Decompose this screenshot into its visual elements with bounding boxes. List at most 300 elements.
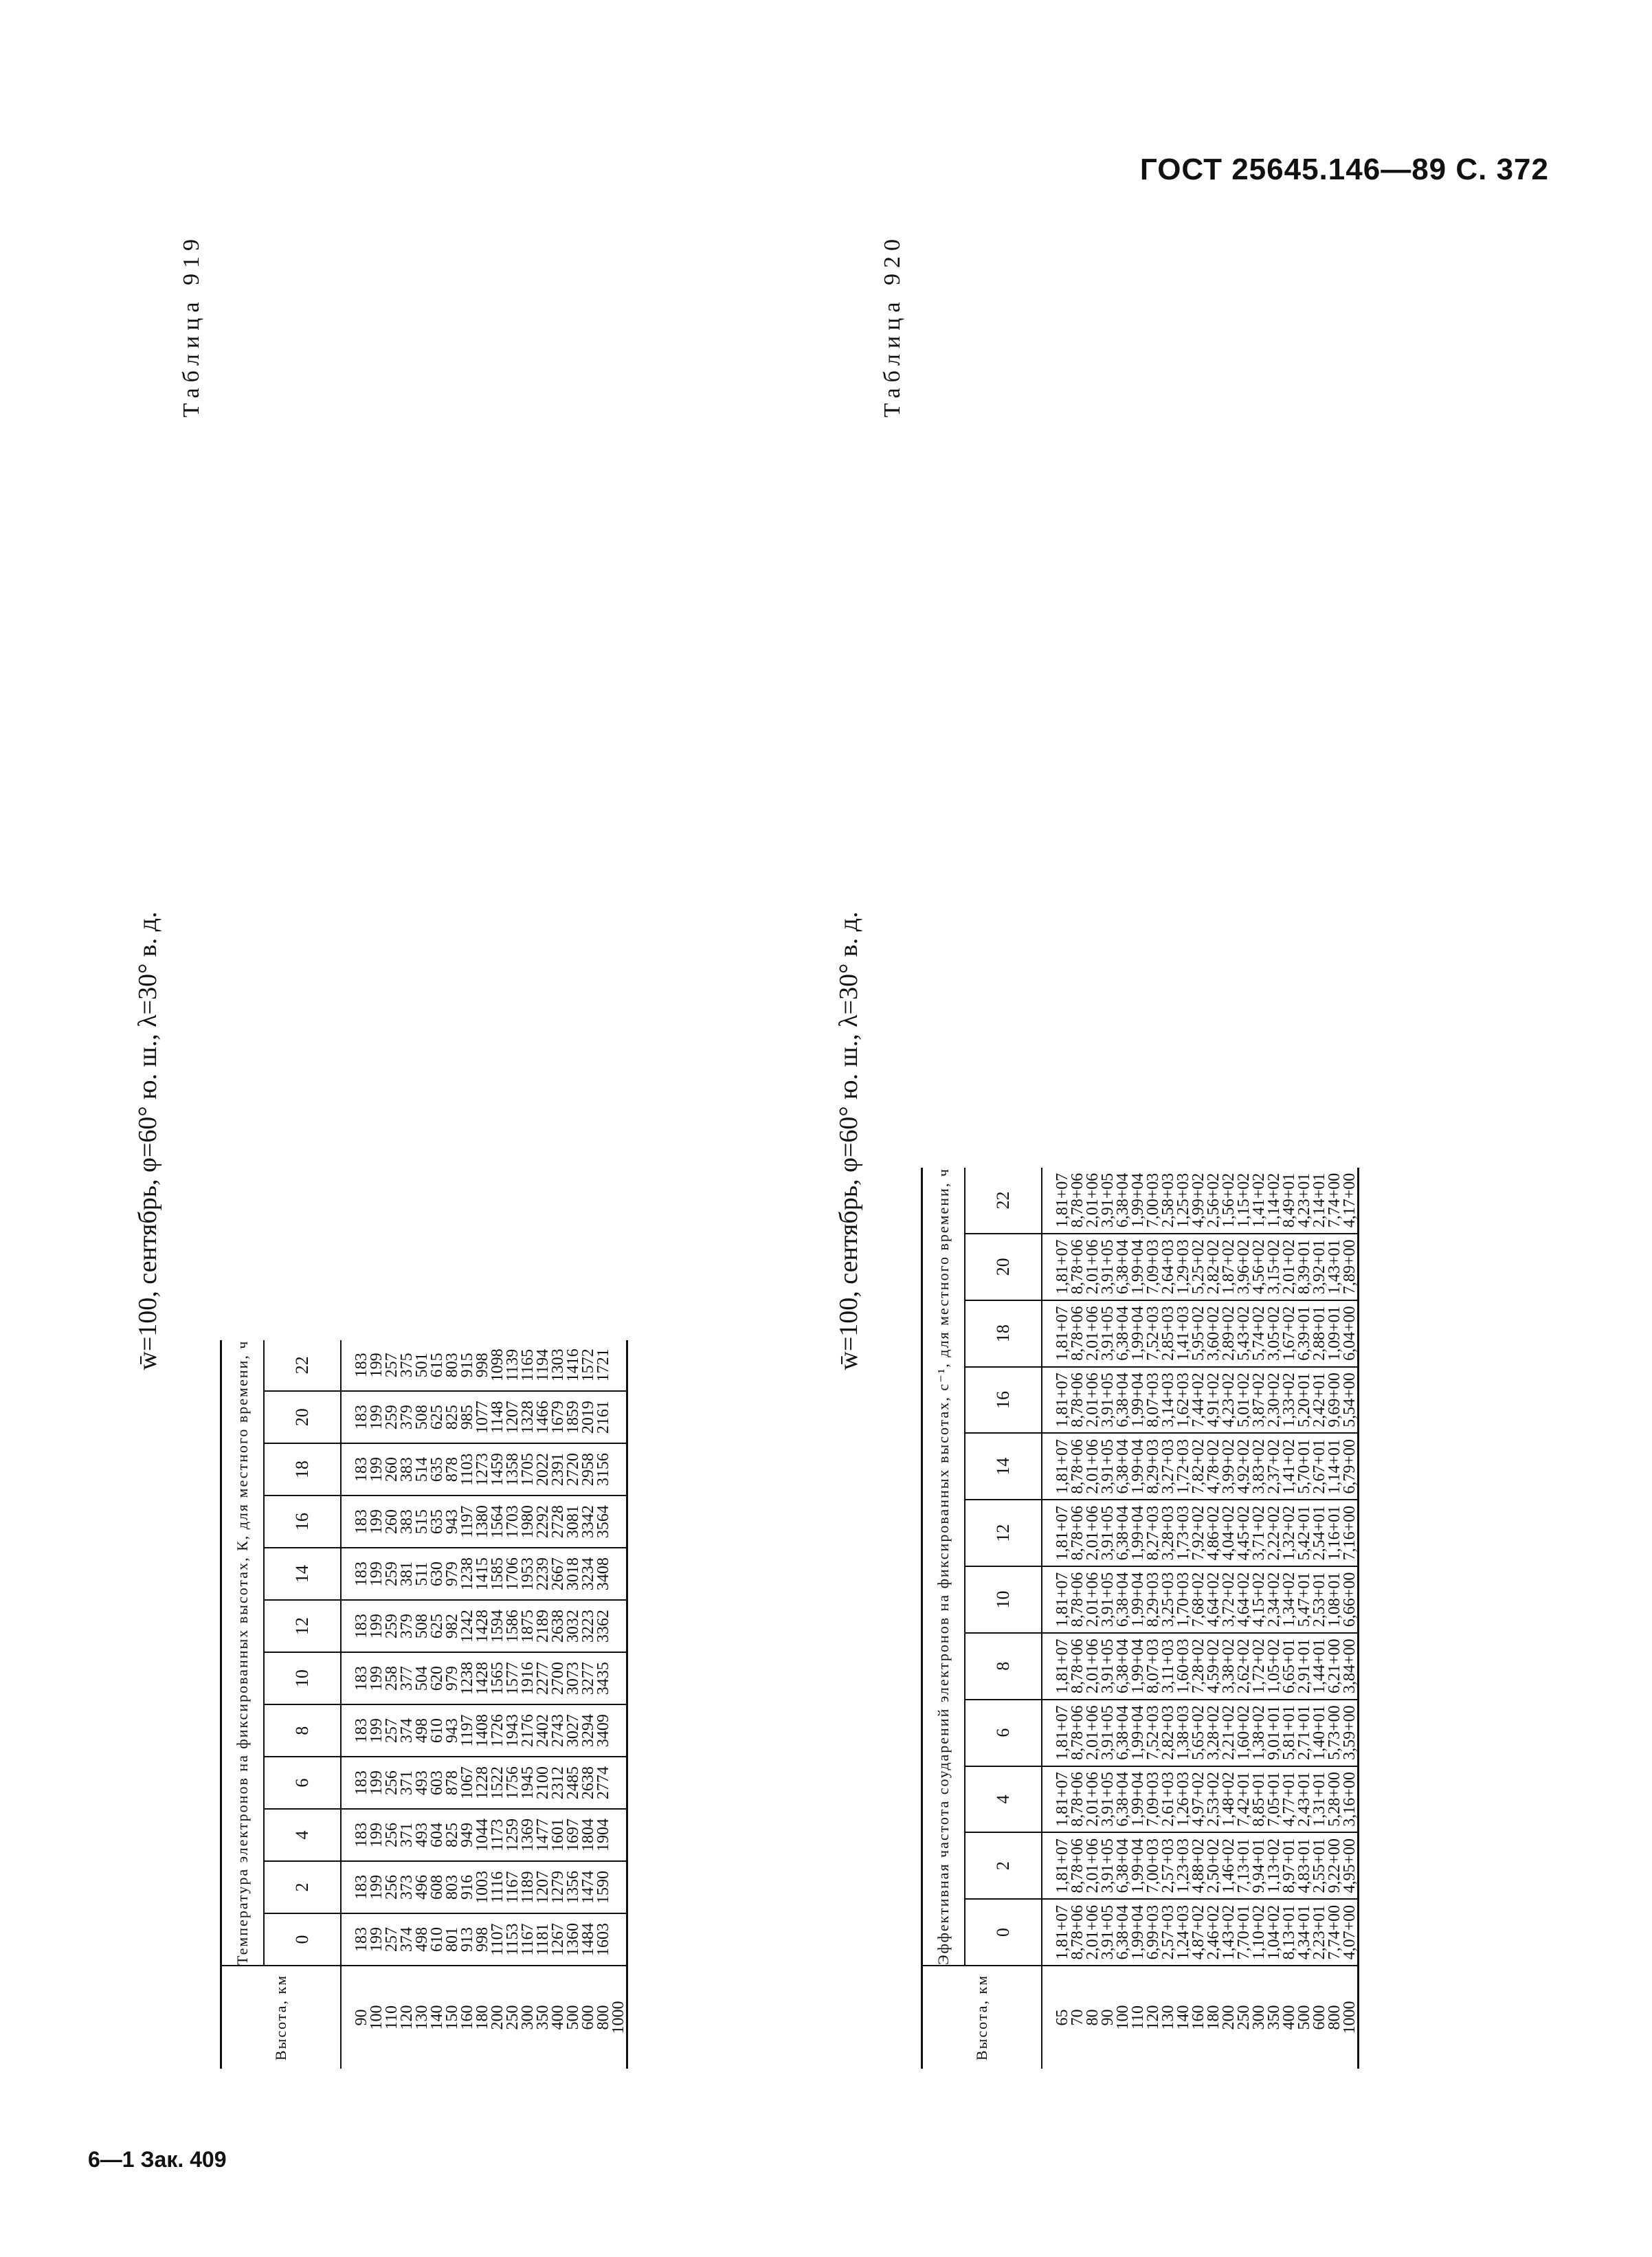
- cell-value: 1369: [519, 1819, 537, 1852]
- cell-value: 2,01+06: [1084, 1172, 1102, 1228]
- cell-value: 183: [353, 1875, 370, 1900]
- cell-value: 1,13+02: [1265, 1838, 1283, 1893]
- cell-value: 199: [368, 1927, 386, 1953]
- column-header-22: 22: [264, 1340, 341, 1392]
- cell-value: 1603: [594, 1923, 612, 1957]
- cell-value: 1189: [519, 1871, 537, 1904]
- data-column-6: [341, 1757, 627, 1809]
- cell-value: 6,38+04: [1114, 1638, 1132, 1694]
- cell-value: 1,99+04: [1129, 1904, 1147, 1960]
- data-column-10: [341, 1652, 627, 1704]
- cell-value: 2638: [549, 1610, 567, 1643]
- cell-value: 1428: [473, 1610, 491, 1643]
- cell-value: 1,38+03: [1174, 1705, 1192, 1760]
- data-column-14: [341, 1548, 627, 1600]
- cell-value: 4,92+02: [1235, 1439, 1253, 1494]
- cell-value: 1953: [519, 1557, 537, 1591]
- cell-value: 1228: [473, 1766, 491, 1800]
- cell-value: 1,81+07: [1053, 1705, 1071, 1760]
- cell-value: 878: [443, 1770, 461, 1796]
- cell-value: 371: [398, 1823, 416, 1848]
- altitude-value: 90: [353, 2009, 370, 2026]
- column-header-14: 14: [965, 1433, 1042, 1500]
- cell-value: 2,53+01: [1310, 1572, 1328, 1627]
- cell-value: 183: [353, 1770, 370, 1796]
- column-header-16: 16: [264, 1496, 341, 1548]
- cell-value: 199: [368, 1614, 386, 1639]
- cell-value: 8,78+06: [1069, 1638, 1086, 1694]
- cell-value: 1328: [519, 1401, 537, 1434]
- cell-value: 1167: [519, 1923, 537, 1956]
- cell-value: 1,23+03: [1174, 1838, 1192, 1893]
- cell-value: 2,43+01: [1295, 1772, 1313, 1827]
- cell-value: 4,45+02: [1235, 1505, 1253, 1561]
- cell-value: 1,81+07: [1053, 1505, 1071, 1561]
- cell-value: 1207: [534, 1871, 552, 1904]
- cell-value: 374: [398, 1927, 416, 1953]
- cell-value: 1380: [473, 1505, 491, 1539]
- cell-value: 2,01+06: [1084, 1772, 1102, 1827]
- cell-value: 1,67+02: [1280, 1306, 1298, 1361]
- cell-value: 6,38+04: [1114, 1904, 1132, 1960]
- table-title: Температура электронов на фиксированных высотах, К, для местного времени, ч: [221, 1340, 265, 1966]
- cell-value: 2176: [519, 1714, 537, 1748]
- cell-value: 4,64+02: [1235, 1572, 1253, 1627]
- column-header-6: 6: [965, 1700, 1042, 1766]
- cell-value: 1,99+04: [1129, 1372, 1147, 1427]
- cell-value: 1416: [564, 1348, 582, 1382]
- cell-value: 259: [383, 1561, 401, 1587]
- altitude-value: 160: [1190, 2005, 1207, 2030]
- cell-value: 2312: [549, 1766, 567, 1800]
- cell-value: 2700: [549, 1662, 567, 1695]
- cell-value: 7,28+02: [1190, 1638, 1207, 1694]
- cell-value: 3018: [564, 1557, 582, 1591]
- cell-value: 1,41+02: [1250, 1172, 1268, 1228]
- cell-value: 8,29+03: [1144, 1572, 1162, 1627]
- cell-value: 3,91+05: [1099, 1638, 1117, 1694]
- cell-value: 1148: [489, 1401, 506, 1434]
- cell-value: 8,78+06: [1069, 1505, 1086, 1561]
- altitude-value: 200: [489, 2005, 506, 2030]
- cell-value: 1,41+03: [1174, 1306, 1192, 1361]
- cell-value: 1,08+01: [1326, 1572, 1343, 1627]
- cell-value: 2,89+02: [1220, 1306, 1238, 1361]
- cell-value: 1,34+02: [1280, 1572, 1298, 1627]
- column-header-8: 8: [965, 1633, 1042, 1700]
- column-header-18: 18: [264, 1443, 341, 1496]
- cell-value: 504: [413, 1666, 431, 1691]
- cell-value: 4,78+02: [1205, 1439, 1223, 1494]
- cell-value: 8,78+06: [1069, 1904, 1086, 1960]
- cell-value: 608: [428, 1875, 446, 1900]
- cell-value: 803: [443, 1353, 461, 1378]
- cell-value: 6,38+04: [1114, 1838, 1132, 1893]
- cell-value: 625: [428, 1405, 446, 1430]
- cell-value: 1303: [549, 1348, 567, 1382]
- column-header-10: 10: [965, 1566, 1042, 1633]
- cell-value: 2,71+01: [1295, 1705, 1313, 1760]
- cell-value: 610: [428, 1927, 446, 1953]
- cell-value: 801: [443, 1927, 461, 1953]
- cell-value: 2,01+06: [1084, 1372, 1102, 1427]
- cell-value: 1,26+03: [1174, 1772, 1192, 1827]
- altitude-value: 110: [383, 2005, 401, 2030]
- cell-value: 2,61+03: [1159, 1772, 1177, 1827]
- cell-value: 1116: [489, 1871, 506, 1904]
- altitude-value: 800: [594, 2005, 612, 2030]
- cell-value: 1904: [594, 1819, 612, 1852]
- cell-value: 183: [353, 1718, 370, 1744]
- cell-value: 3081: [564, 1505, 582, 1539]
- cell-value: 2,01+06: [1084, 1239, 1102, 1295]
- cell-value: 1238: [458, 1557, 476, 1591]
- cell-value: 949: [458, 1823, 476, 1848]
- cell-value: 7,44+02: [1190, 1372, 1207, 1427]
- altitude-value: 300: [519, 2005, 537, 2030]
- cell-value: 3,27+03: [1159, 1439, 1177, 1494]
- cell-value: 7,82+02: [1190, 1439, 1207, 1494]
- cell-value: 1194: [534, 1348, 552, 1381]
- cell-value: 199: [368, 1875, 386, 1900]
- cell-value: 183: [353, 1405, 370, 1430]
- data-column-12: [341, 1600, 627, 1652]
- cell-value: 6,38+04: [1114, 1572, 1132, 1627]
- cell-value: 4,23+01: [1295, 1172, 1313, 1228]
- cell-value: 2958: [579, 1453, 597, 1487]
- cell-value: 4,77+01: [1280, 1772, 1298, 1827]
- cell-value: 2292: [534, 1505, 552, 1539]
- cell-value: 4,95+00: [1341, 1838, 1359, 1893]
- cell-value: 9,94+01: [1250, 1838, 1268, 1893]
- cell-value: 4,59+02: [1205, 1638, 1223, 1694]
- table-920-label: Таблица 920: [880, 234, 905, 418]
- cell-value: 3,91+05: [1099, 1439, 1117, 1494]
- cell-value: 5,73+00: [1326, 1705, 1343, 1760]
- cell-value: 2,85+03: [1159, 1306, 1177, 1361]
- cell-value: 1705: [519, 1453, 537, 1487]
- cell-value: 8,78+06: [1069, 1705, 1086, 1760]
- cell-value: 2,01+06: [1084, 1439, 1102, 1494]
- cell-value: 8,97+01: [1280, 1838, 1298, 1893]
- cell-value: 1197: [458, 1505, 476, 1538]
- cell-value: 3,91+05: [1099, 1239, 1117, 1295]
- cell-value: 493: [413, 1823, 431, 1848]
- cell-value: 1697: [564, 1819, 582, 1852]
- cell-value: 514: [413, 1457, 431, 1482]
- cell-value: 258: [383, 1666, 401, 1691]
- cell-value: 2,82+03: [1159, 1705, 1177, 1760]
- cell-value: 4,97+02: [1190, 1772, 1207, 1827]
- cell-value: 183: [353, 1666, 370, 1691]
- cell-value: 2485: [564, 1766, 582, 1800]
- cell-value: 3,15+02: [1265, 1239, 1283, 1295]
- cell-value: 4,64+02: [1205, 1572, 1223, 1627]
- cell-value: 4,56+02: [1250, 1239, 1268, 1295]
- cell-value: 3294: [579, 1714, 597, 1748]
- cell-value: 3,84+00: [1341, 1638, 1359, 1694]
- cell-value: 7,92+02: [1190, 1505, 1207, 1561]
- cell-value: 1706: [504, 1557, 522, 1591]
- cell-value: 979: [443, 1561, 461, 1587]
- cell-value: 2,21+02: [1220, 1705, 1238, 1760]
- cell-value: 515: [413, 1509, 431, 1535]
- cell-value: 1577: [504, 1662, 522, 1695]
- cell-value: 508: [413, 1405, 431, 1430]
- data-column-18: [341, 1443, 627, 1496]
- cell-value: 1,62+03: [1174, 1372, 1192, 1427]
- altitude-value: 350: [534, 2005, 552, 2030]
- altitude-header: Высота, км: [922, 1966, 1042, 2069]
- cell-value: 7,16+00: [1341, 1505, 1359, 1561]
- altitude-value: 140: [428, 2005, 446, 2030]
- cell-value: 3,38+02: [1220, 1638, 1238, 1694]
- cell-value: 6,38+04: [1114, 1772, 1132, 1827]
- cell-value: 3564: [594, 1505, 612, 1539]
- cell-value: 1726: [489, 1714, 506, 1748]
- cell-value: 183: [353, 1614, 370, 1639]
- cell-value: 2,82+02: [1205, 1239, 1223, 1295]
- cell-value: 8,78+06: [1069, 1306, 1086, 1361]
- cell-value: 6,38+04: [1114, 1705, 1132, 1760]
- cell-value: 6,38+04: [1114, 1239, 1132, 1295]
- cell-value: 2,57+03: [1159, 1838, 1177, 1893]
- cell-value: 2189: [534, 1610, 552, 1643]
- cell-value: 1703: [504, 1505, 522, 1539]
- cell-value: 2,62+02: [1235, 1638, 1253, 1694]
- cell-value: 2667: [549, 1557, 567, 1591]
- cell-value: 1,81+07: [1053, 1838, 1071, 1893]
- cell-value: 3,91+05: [1099, 1572, 1117, 1627]
- column-header-0: 0: [264, 1913, 341, 1966]
- altitude-value: 500: [1295, 2005, 1313, 2030]
- cell-value: 1586: [504, 1610, 522, 1643]
- cell-value: 259: [383, 1405, 401, 1430]
- cell-value: 1103: [458, 1453, 476, 1486]
- altitude-column: [341, 1966, 627, 2069]
- cell-value: 5,20+01: [1295, 1372, 1313, 1427]
- data-column-8: [1042, 1633, 1359, 1700]
- cell-value: 8,27+03: [1144, 1505, 1162, 1561]
- cell-value: 1564: [489, 1505, 506, 1539]
- cell-value: 1,48+02: [1220, 1772, 1238, 1827]
- cell-value: 2391: [549, 1453, 567, 1487]
- cell-value: 998: [473, 1353, 491, 1378]
- cell-value: 1,81+07: [1053, 1772, 1071, 1827]
- cell-value: 7,09+03: [1144, 1239, 1162, 1295]
- cell-value: 2,46+02: [1205, 1904, 1223, 1960]
- column-header-16: 16: [965, 1367, 1042, 1434]
- cell-value: 1358: [504, 1453, 522, 1487]
- cell-value: 3409: [594, 1714, 612, 1748]
- cell-value: 199: [368, 1718, 386, 1744]
- cell-value: 1565: [489, 1662, 506, 1695]
- cell-value: 3,91+05: [1099, 1904, 1117, 1960]
- altitude-value: 600: [579, 2005, 597, 2030]
- cell-value: 8,13+01: [1280, 1904, 1298, 1960]
- cell-value: 6,79+00: [1341, 1439, 1359, 1494]
- cell-value: 1980: [519, 1505, 537, 1539]
- cell-value: 3,91+05: [1099, 1838, 1117, 1893]
- data-column-20: [1042, 1234, 1359, 1300]
- cell-value: 199: [368, 1666, 386, 1691]
- cell-value: 1572: [579, 1348, 597, 1382]
- cell-value: 4,88+02: [1190, 1838, 1207, 1893]
- cell-value: 1,60+03: [1174, 1638, 1192, 1694]
- column-header-20: 20: [965, 1234, 1042, 1300]
- cell-value: 3,99+02: [1220, 1439, 1238, 1494]
- cell-value: 8,78+06: [1069, 1572, 1086, 1627]
- column-header-12: 12: [965, 1500, 1042, 1566]
- cell-value: 4,04+02: [1220, 1505, 1238, 1561]
- cell-value: 2,42+01: [1310, 1372, 1328, 1427]
- cell-value: 498: [413, 1927, 431, 1953]
- cell-value: 1679: [549, 1401, 567, 1434]
- cell-value: 3032: [564, 1610, 582, 1643]
- table-row: [341, 1340, 627, 2069]
- cell-value: 183: [353, 1561, 370, 1587]
- cell-value: 1477: [534, 1819, 552, 1852]
- cell-value: 496: [413, 1875, 431, 1900]
- cell-value: 8,78+06: [1069, 1838, 1086, 1893]
- cell-value: 1466: [534, 1401, 552, 1434]
- cell-value: 8,78+06: [1069, 1239, 1086, 1295]
- cell-value: 4,91+02: [1205, 1372, 1223, 1427]
- cell-value: 1484: [579, 1923, 597, 1957]
- cell-value: 7,89+00: [1341, 1239, 1359, 1295]
- cell-value: 3435: [594, 1662, 612, 1695]
- cell-value: 498: [413, 1718, 431, 1744]
- cell-value: 1875: [519, 1610, 537, 1643]
- cell-value: 825: [443, 1405, 461, 1430]
- table-920-caption: w̄=100, сентябрь, φ=60° ю. ш., λ=30° в. д.: [834, 911, 863, 1370]
- column-header-2: 2: [264, 1861, 341, 1913]
- cell-value: 943: [443, 1718, 461, 1744]
- table-919-block: [124, 213, 715, 2069]
- cell-value: 635: [428, 1509, 446, 1535]
- cell-value: 3,96+02: [1235, 1239, 1253, 1295]
- cell-value: 1044: [473, 1819, 491, 1852]
- cell-value: 199: [368, 1509, 386, 1535]
- cell-value: 2,23+01: [1310, 1904, 1328, 1960]
- cell-value: 1,33+02: [1280, 1372, 1298, 1427]
- cell-value: 3,28+03: [1159, 1505, 1177, 1561]
- cell-value: 2,67+01: [1310, 1439, 1328, 1494]
- cell-value: 1207: [504, 1401, 522, 1434]
- cell-value: 1259: [504, 1819, 522, 1852]
- table-919: [220, 1340, 628, 2069]
- data-column-16: [341, 1496, 627, 1548]
- cell-value: 5,47+01: [1295, 1572, 1313, 1627]
- column-header-4: 4: [965, 1766, 1042, 1833]
- altitude-value: 250: [504, 2005, 522, 2030]
- cell-value: 2,34+02: [1265, 1572, 1283, 1627]
- cell-value: 373: [398, 1875, 416, 1900]
- cell-value: 1522: [489, 1766, 506, 1800]
- cell-value: 6,38+04: [1114, 1439, 1132, 1494]
- cell-value: 5,81+01: [1280, 1705, 1298, 1760]
- cell-value: 6,21+00: [1326, 1638, 1343, 1694]
- cell-value: 6,38+04: [1114, 1306, 1132, 1361]
- cell-value: 1077: [473, 1401, 491, 1434]
- data-column-4: [1042, 1766, 1359, 1833]
- table-920-block: [825, 213, 1512, 2069]
- cell-value: 5,74+02: [1250, 1306, 1268, 1361]
- data-column-6: [1042, 1700, 1359, 1766]
- cell-value: 1,24+03: [1174, 1904, 1192, 1960]
- altitude-value: 130: [1159, 2005, 1177, 2030]
- cell-value: 1,29+03: [1174, 1239, 1192, 1295]
- cell-value: 1003: [473, 1871, 491, 1904]
- data-column-2: [341, 1861, 627, 1913]
- altitude-value: 70: [1069, 2009, 1086, 2026]
- cell-value: 1943: [504, 1714, 522, 1748]
- altitude-value: 180: [473, 2005, 491, 2030]
- cell-value: 1859: [564, 1401, 582, 1434]
- cell-value: 1067: [458, 1766, 476, 1800]
- cell-value: 383: [398, 1509, 416, 1535]
- cell-value: 3,83+02: [1250, 1439, 1268, 1494]
- cell-value: 1,81+07: [1053, 1306, 1071, 1361]
- cell-value: 1,46+02: [1220, 1838, 1238, 1893]
- cell-value: 3342: [579, 1505, 597, 1539]
- cell-value: 3,87+02: [1250, 1372, 1268, 1427]
- altitude-value: 800: [1326, 2005, 1343, 2030]
- column-header-4: 4: [264, 1809, 341, 1861]
- cell-value: 8,07+03: [1144, 1372, 1162, 1427]
- cell-value: 615: [428, 1353, 446, 1378]
- cell-value: 7,70+01: [1235, 1904, 1253, 1960]
- cell-value: 1,56+02: [1220, 1172, 1238, 1228]
- cell-value: 5,95+02: [1190, 1306, 1207, 1361]
- cell-value: 7,52+03: [1144, 1705, 1162, 1760]
- cell-value: 1197: [458, 1714, 476, 1747]
- cell-value: 1601: [549, 1819, 567, 1852]
- cell-value: 2,01+06: [1084, 1904, 1102, 1960]
- page-header: ГОСТ 25645.146—89 С. 372: [1139, 153, 1549, 186]
- cell-value: 379: [398, 1405, 416, 1430]
- cell-value: 1238: [458, 1662, 476, 1695]
- cell-value: 7,74+00: [1326, 1172, 1343, 1228]
- cell-value: 1,38+02: [1250, 1705, 1268, 1760]
- cell-value: 5,65+02: [1190, 1705, 1207, 1760]
- cell-value: 3,11+03: [1159, 1638, 1177, 1693]
- cell-value: 2,55+01: [1310, 1838, 1328, 1893]
- cell-value: 260: [383, 1457, 401, 1482]
- altitude-value: 1000: [610, 2001, 627, 2034]
- cell-value: 1267: [549, 1923, 567, 1957]
- cell-value: 630: [428, 1561, 446, 1587]
- cell-value: 1,72+02: [1250, 1638, 1268, 1694]
- cell-value: 259: [383, 1614, 401, 1639]
- cell-value: 1,99+04: [1129, 1638, 1147, 1694]
- altitude-value: 200: [1220, 2005, 1238, 2030]
- cell-value: 3,25+03: [1159, 1572, 1177, 1627]
- cell-value: 2774: [594, 1766, 612, 1800]
- cell-value: 1,43+01: [1326, 1239, 1343, 1295]
- cell-value: 2277: [534, 1662, 552, 1695]
- cell-value: 3,72+02: [1220, 1572, 1238, 1627]
- cell-value: 1153: [504, 1923, 522, 1956]
- altitude-header: Высота, км: [221, 1966, 342, 2069]
- altitude-value: 600: [1310, 2005, 1328, 2030]
- cell-value: 256: [383, 1770, 401, 1796]
- cell-value: 3277: [579, 1662, 597, 1695]
- data-column-16: [1042, 1367, 1359, 1434]
- cell-value: 1356: [564, 1871, 582, 1904]
- data-column-4: [341, 1809, 627, 1861]
- altitude-value: 65: [1053, 2009, 1071, 2026]
